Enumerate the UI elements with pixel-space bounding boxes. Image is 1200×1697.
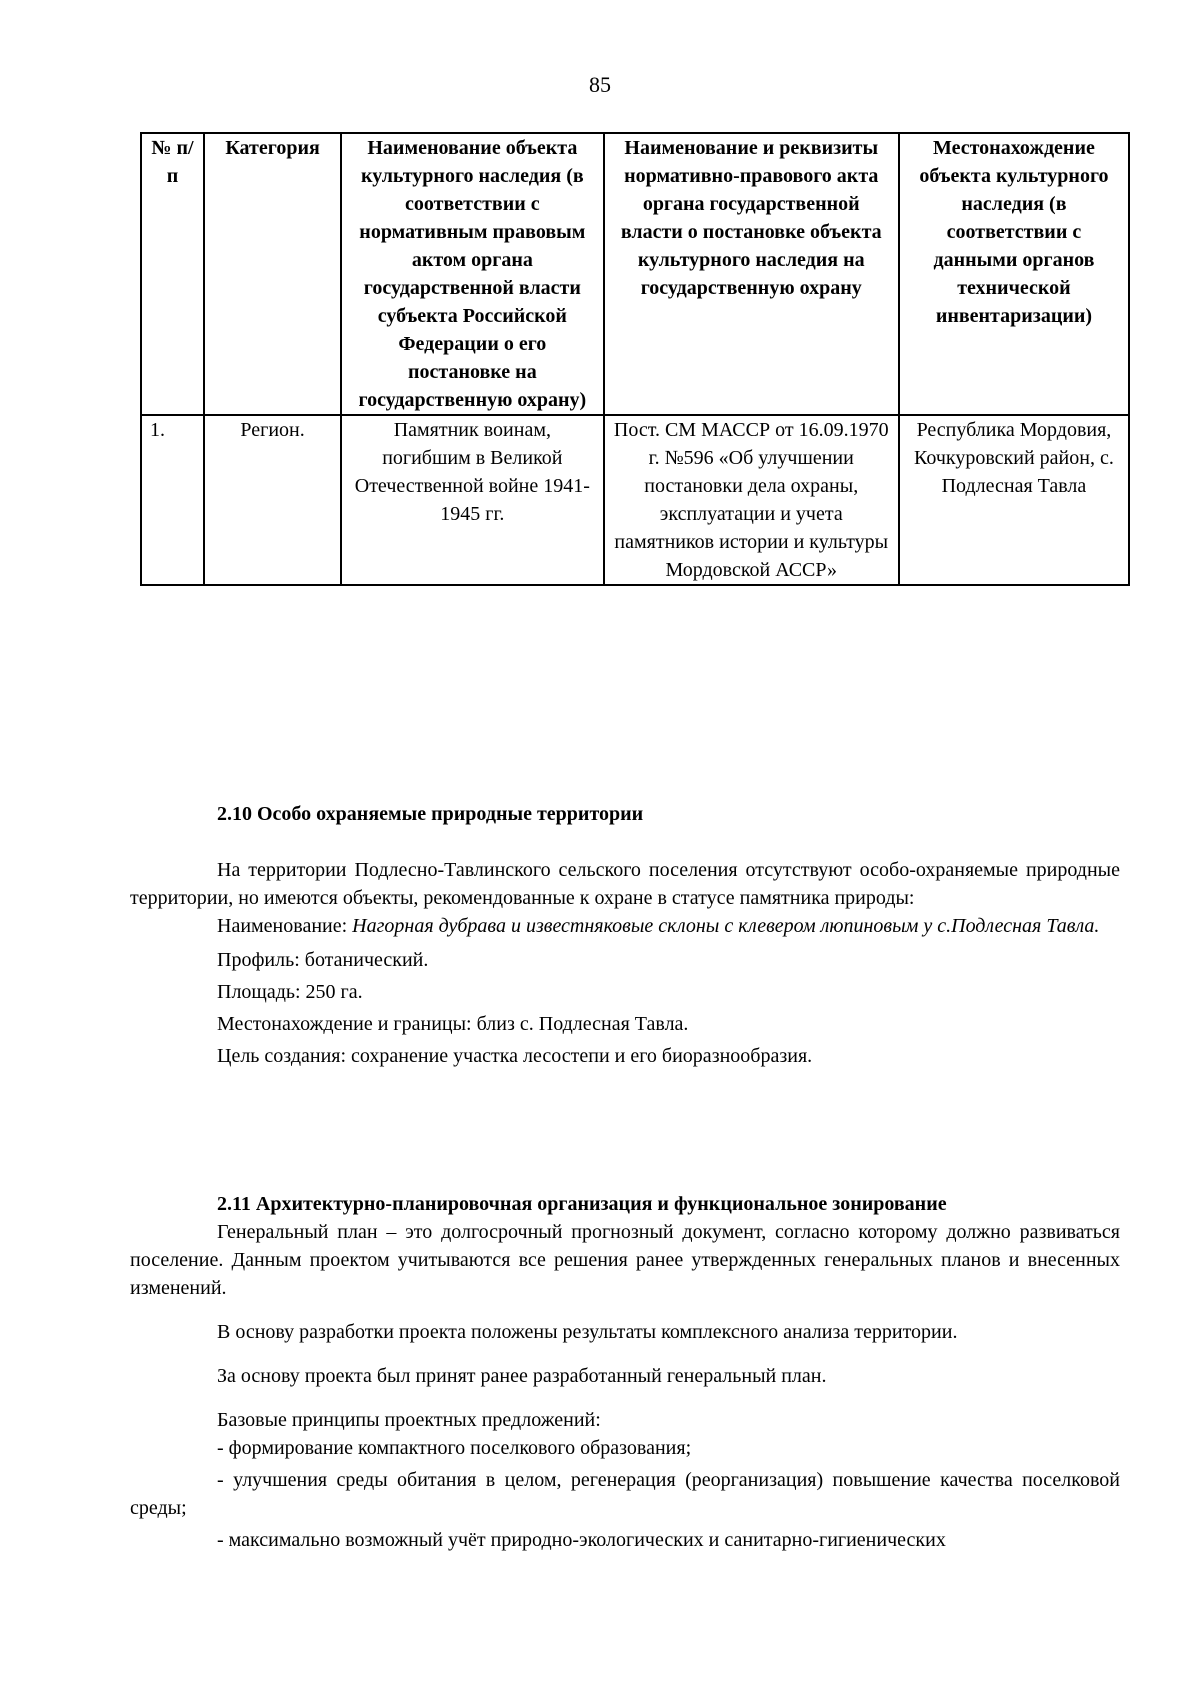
table-header-row (141, 133, 1129, 415)
header-name: Наименование объекта культурного наследия (в соответствии с нормативным правовым актом органа государственной власти субъекта Российской Федерации о его постановке на государственную охрану) (341, 133, 604, 415)
profile: Профиль: ботанический. (217, 949, 429, 971)
cell-location: Республика Мордовия, Кочкуровский район, с. Подлесная Тавла (899, 415, 1129, 585)
section-2-10-intro: На территории Подлесно-Тавлинского сельского поселения отсутствуют особо-охраняемые природные территории, но имеются объекты, рекомендованные к охране в статусе памятника природы: (130, 859, 1120, 909)
principle-item: - улучшения среды обитания в целом, регенерация (реорганизация) повышение качества поселковой среды; (130, 1469, 1120, 1519)
name-value: Нагорная дубрава и известняковые склоны с клевером люпиновым у с.Подлесная Тавла. (352, 915, 1100, 937)
section-2-11-title: 2.11 Архитектурно-планировочная организация и функциональное зонирование (217, 1193, 947, 1215)
section-2-11-p1: Генеральный план – это долгосрочный прогнозный документ, согласно которому должно развиваться поселение. Данным проектом учитываются все решения ранее утвержденных генеральных планов и внесенных изменений. (130, 1221, 1120, 1299)
principles-title: Базовые принципы проектных предложений: (217, 1409, 601, 1431)
header-act: Наименование и реквизиты нормативно-правового акта органа государственной власти о постановке объекта культурного наследия на государственную охрану (604, 133, 899, 415)
section-2-10 (130, 800, 1120, 1070)
section-2-11-p2: В основу разработки проекта положены результаты комплексного анализа территории. (217, 1321, 958, 1343)
cell-num: 1. (141, 415, 204, 585)
name-label: Наименование: (217, 915, 353, 937)
section-2-11 (130, 1190, 1120, 1554)
area: Площадь: 250 га. (217, 981, 363, 1003)
principle-item: - формирование компактного поселкового образования; (217, 1437, 692, 1459)
page-number: 85 (589, 72, 611, 97)
location: Местонахождение и границы: близ с. Подлесная Тавла. (217, 1013, 689, 1035)
table-row (141, 415, 1129, 585)
cell-name: Памятник воинам, погибшим в Великой Отечественной войне 1941-1945 гг. (341, 415, 604, 585)
section-2-11-p3: За основу проекта был принят ранее разработанный генеральный план. (217, 1365, 827, 1387)
cell-category: Регион. (204, 415, 341, 585)
header-category: Категория (204, 133, 341, 415)
section-2-10-title: 2.10 Особо охраняемые природные территории (217, 803, 644, 825)
header-num: № п/п (141, 133, 204, 415)
cell-act: Пост. СМ МАССР от 16.09.1970 г. №596 «Об улучшении постановки дела охраны, эксплуатации и учета памятников истории и культуры Мордовской АССР» (604, 415, 899, 585)
principle-item: - максимально возможный учёт природно-экологических и санитарно-гигиенических (217, 1529, 946, 1551)
natural-monument-name (130, 912, 1120, 940)
heritage-table (140, 132, 1130, 586)
purpose: Цель создания: сохранение участка лесостепи и его биоразнообразия. (217, 1045, 813, 1067)
header-location: Местонахождение объекта культурного наследия (в соответствии с данными органов технической инвентаризации) (899, 133, 1129, 415)
